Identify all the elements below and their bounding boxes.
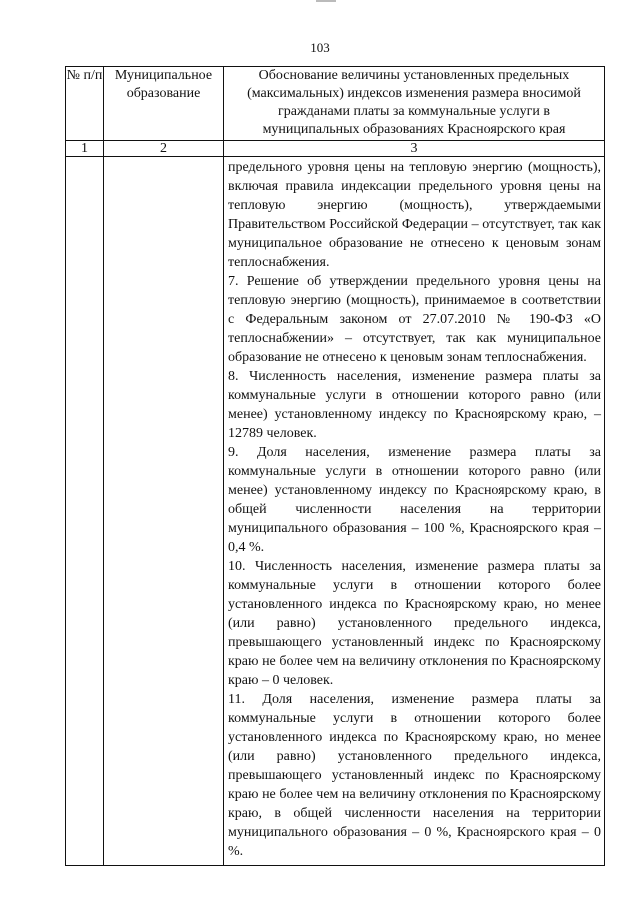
header-justification: Обоснование величины установленных предельных (максимальных) индексов изменения размера вносимой гражданами платы за коммунальные услуги в муниципальных образованиях Красноярского края xyxy=(224,67,605,141)
justification-paragraph: 11. Доля населения, изменение размера платы за коммунальные услуги в отношении которого более установленного индекса по Красноярскому краю, но менее (или равно) установленного предельного индекса, превышающего установленный индекс по Красноярскому краю не более чем на величину отклонения по Красноярскому краю, в общей численности населения на территории муниципального образования – 0 %, Красноярского края – 0 %. xyxy=(228,692,601,859)
column-numbers-row xyxy=(66,141,605,157)
row-municipality-cell xyxy=(104,157,224,866)
row-number-cell xyxy=(66,157,104,866)
justification-paragraph: 10. Численность населения, изменение размера платы за коммунальные услуги в отношении которого более установленного индекса по Красноярскому краю, но менее (или равно) установленного предельного индекса, превышающего установленный индекс по Красноярскому краю не более чем на величину отклонения по Красноярскому краю – 0 человек. xyxy=(228,559,601,688)
row-justification-cell xyxy=(224,157,605,866)
justification-paragraph: предельного уровня цены на тепловую энергию (мощность), включая правила индексации предельного уровня цены на тепловую энергию (мощность), утверждаемыми Правительством Российской Федерации – отсутствует, так как муниципальное образование не отнесено к ценовым зонам теплоснабжения. xyxy=(228,160,601,270)
table-row xyxy=(66,157,605,866)
column-number-3: 3 xyxy=(224,141,605,157)
column-number-2: 2 xyxy=(104,141,224,157)
justification-paragraph: 9. Доля населения, изменение размера платы за коммунальные услуги в отношении которого равно (или менее) установленному индексу по Красноярскому краю, в общей численности населения на территории муниципального образования – 100 %, Красноярского края – 0,4 %. xyxy=(228,445,601,555)
scan-artifact xyxy=(316,0,336,2)
justification-paragraph: 7. Решение об утверждении предельного уровня цены на тепловую энергию (мощность), принимаемое в соответствии с Федеральным законом от 27.07.2010 № 190-ФЗ «О теплоснабжении» – отсутствует, так как муниципальное образование не отнесено к ценовым зонам теплоснабжения. xyxy=(228,274,601,365)
justification-table xyxy=(65,66,605,866)
page-number: 103 xyxy=(310,40,330,55)
header-municipality: Муниципальное образование xyxy=(104,67,224,141)
column-number-1: 1 xyxy=(66,141,104,157)
justification-paragraph: 8. Численность населения, изменение размера платы за коммунальные услуги в отношении которого равно (или менее) установленному индексу по Красноярскому краю, – 12789 человек. xyxy=(228,369,601,441)
table-header-row xyxy=(66,67,605,141)
header-number: № п/п xyxy=(66,67,104,141)
